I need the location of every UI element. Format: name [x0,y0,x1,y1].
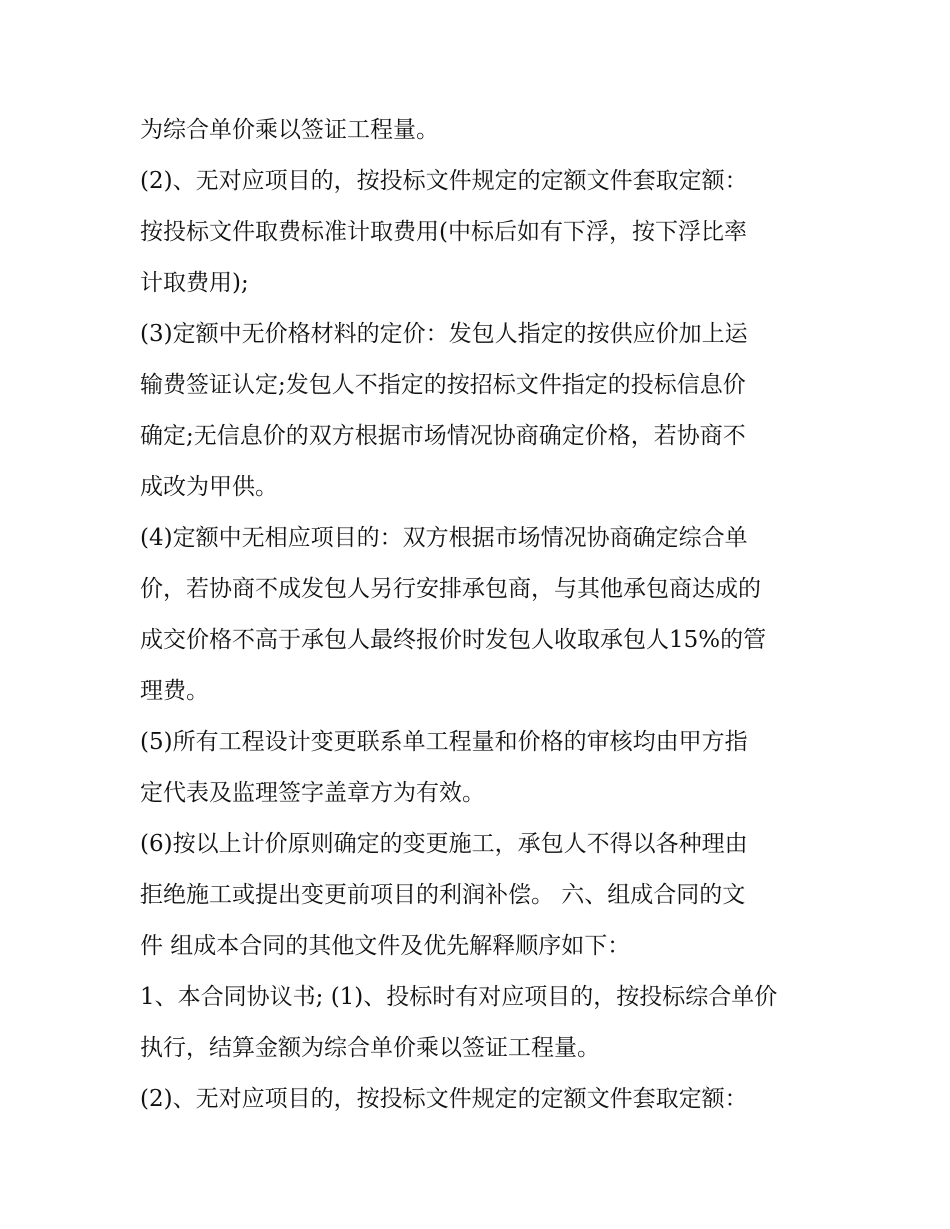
text-line: 为综合单价乘以签证工程量。 [140,117,439,143]
text-line: 成交价格不高于承包人最终报价时发包人收取承包人15%的管 [140,627,767,653]
text-line: 件 组成本合同的其他文件及优先解释顺序如下： [140,933,631,959]
text-line: 1、本合同协议书; (1)、投标时有对应项目的，按投标综合单价 [140,984,778,1010]
text-line: 拒绝施工或提出变更前项目的利润补偿。 六、组成合同的文 [140,882,746,908]
text-line: (2)、无对应项目的，按投标文件规定的定额文件套取定额： [140,1086,748,1112]
text-line: (6)按以上计价原则确定的变更施工，承包人不得以各种理由 [140,831,748,857]
document-body [140,106,830,1126]
text-line: 成改为甲供。 [140,474,278,500]
text-line: (2)、无对应项目的，按投标文件规定的定额文件套取定额： [140,168,748,194]
text-line: 确定;无信息价的双方根据市场情况协商确定价格，若协商不 [140,423,746,449]
text-line: 计取费用); [140,270,249,296]
text-line: (5)所有工程设计变更联系单工程量和价格的审核均由甲方指 [140,729,748,755]
text-line: (4)定额中无相应项目的：双方根据市场情况协商确定综合单 [140,525,748,551]
text-line: 价，若协商不成发包人另行安排承包商，与其他承包商达成的 [140,576,761,602]
text-line: 定代表及监理签字盖章方为有效。 [140,780,485,806]
text-line: 理费。 [140,678,209,704]
text-line: 按投标文件取费标准计取费用(中标后如有下浮，按下浮比率 [140,219,747,245]
text-line: 执行，结算金额为综合单价乘以签证工程量。 [140,1035,600,1061]
text-line: 输费签证认定;发包人不指定的按招标文件指定的投标信息价 [140,372,746,398]
text-line: (3)定额中无价格材料的定价：发包人指定的按供应价加上运 [140,321,748,347]
